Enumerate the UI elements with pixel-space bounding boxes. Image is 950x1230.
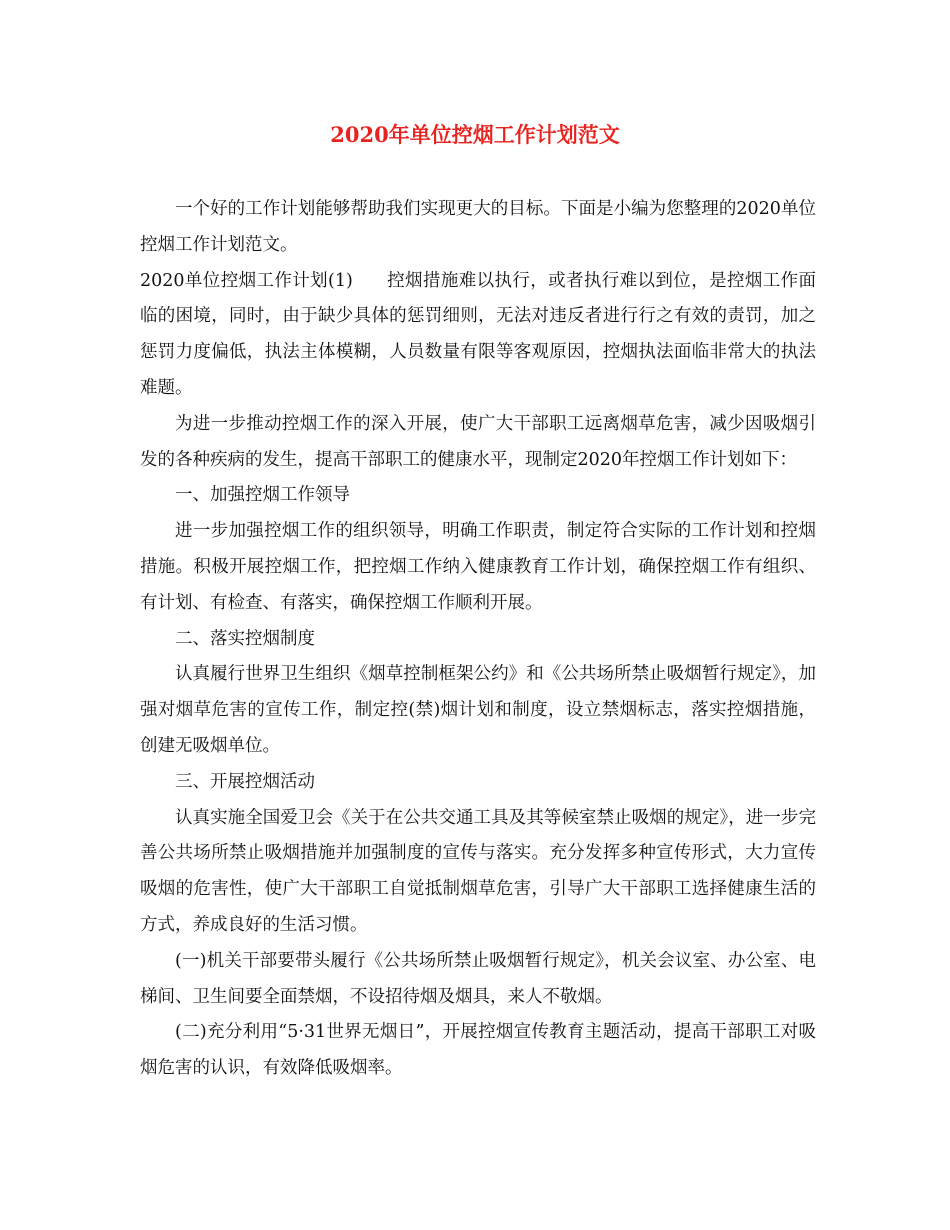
- document-body: [140, 192, 816, 1087]
- section2-body: 认真履行世界卫生组织《烟草控制框架公约》和《公共场所禁止吸烟暂行规定》，加强对烟草危害的宣传工作，制定控(禁)烟计划和制度，设立禁烟标志，落实控烟措施，创建无吸烟单位。: [140, 664, 816, 756]
- plan-first-paragraph: 控烟措施难以执行，或者执行难以到位，是控烟工作面临的困境，同时，由于缺少具体的惩罚细则，无法对违反者进行行之有效的责罚，加之惩罚力度偏低，执法主体模糊，人员数量有限等客观原因，控烟执法面临非常大的执法难题。: [140, 270, 816, 398]
- plan-paragraph: [140, 264, 816, 407]
- purpose-paragraph: 为进一步推动控烟工作的深入开展，使广大干部职工远离烟草危害，减少因吸烟引发的各种疾病的发生，提高干部职工的健康水平，现制定2020年控烟工作计划如下：: [140, 413, 816, 470]
- intro-paragraph: 一个好的工作计划能够帮助我们实现更大的目标。下面是小编为您整理的2020单位控烟工作计划范文。: [140, 199, 816, 255]
- plan-heading: 2020单位控烟工作计划(1): [140, 270, 353, 291]
- section3-heading: 三、开展控烟活动: [175, 771, 315, 792]
- section1-heading: 一、加强控烟工作领导: [175, 485, 350, 506]
- list-item-1: (一)机关干部要带头履行《公共场所禁止吸烟暂行规定》，机关会议室、办公室、电梯间、卫生间要全面禁烟，不设招待烟及烟具，来人不敬烟。: [140, 950, 816, 1007]
- list-item-2: (二)充分利用“5·31世界无烟日”，开展控烟宣传教育主题活动，提高干部职工对吸烟危害的认识，有效降低吸烟率。: [140, 1022, 816, 1079]
- section3-body: 认真实施全国爱卫会《关于在公共交通工具及其等候室禁止吸烟的规定》，进一步完善公共场所禁止吸烟措施并加强制度的宣传与落实。充分发挥多种宣传形式，大力宣传吸烟的危害性，使广大干部职工自觉抵制烟草危害，引导广大干部职工选择健康生活的方式，养成良好的生活习惯。: [140, 807, 816, 935]
- document-title: 2020年单位控烟工作计划范文: [330, 122, 620, 147]
- section1-body: 进一步加强控烟工作的组织领导，明确工作职责，制定符合实际的工作计划和控烟措施。积极开展控烟工作，把控烟工作纳入健康教育工作计划，确保控烟工作有组织、有计划、有检查、有落实，确保控烟工作顺利开展。: [140, 521, 816, 613]
- section2-heading: 二、落实控烟制度: [175, 628, 315, 649]
